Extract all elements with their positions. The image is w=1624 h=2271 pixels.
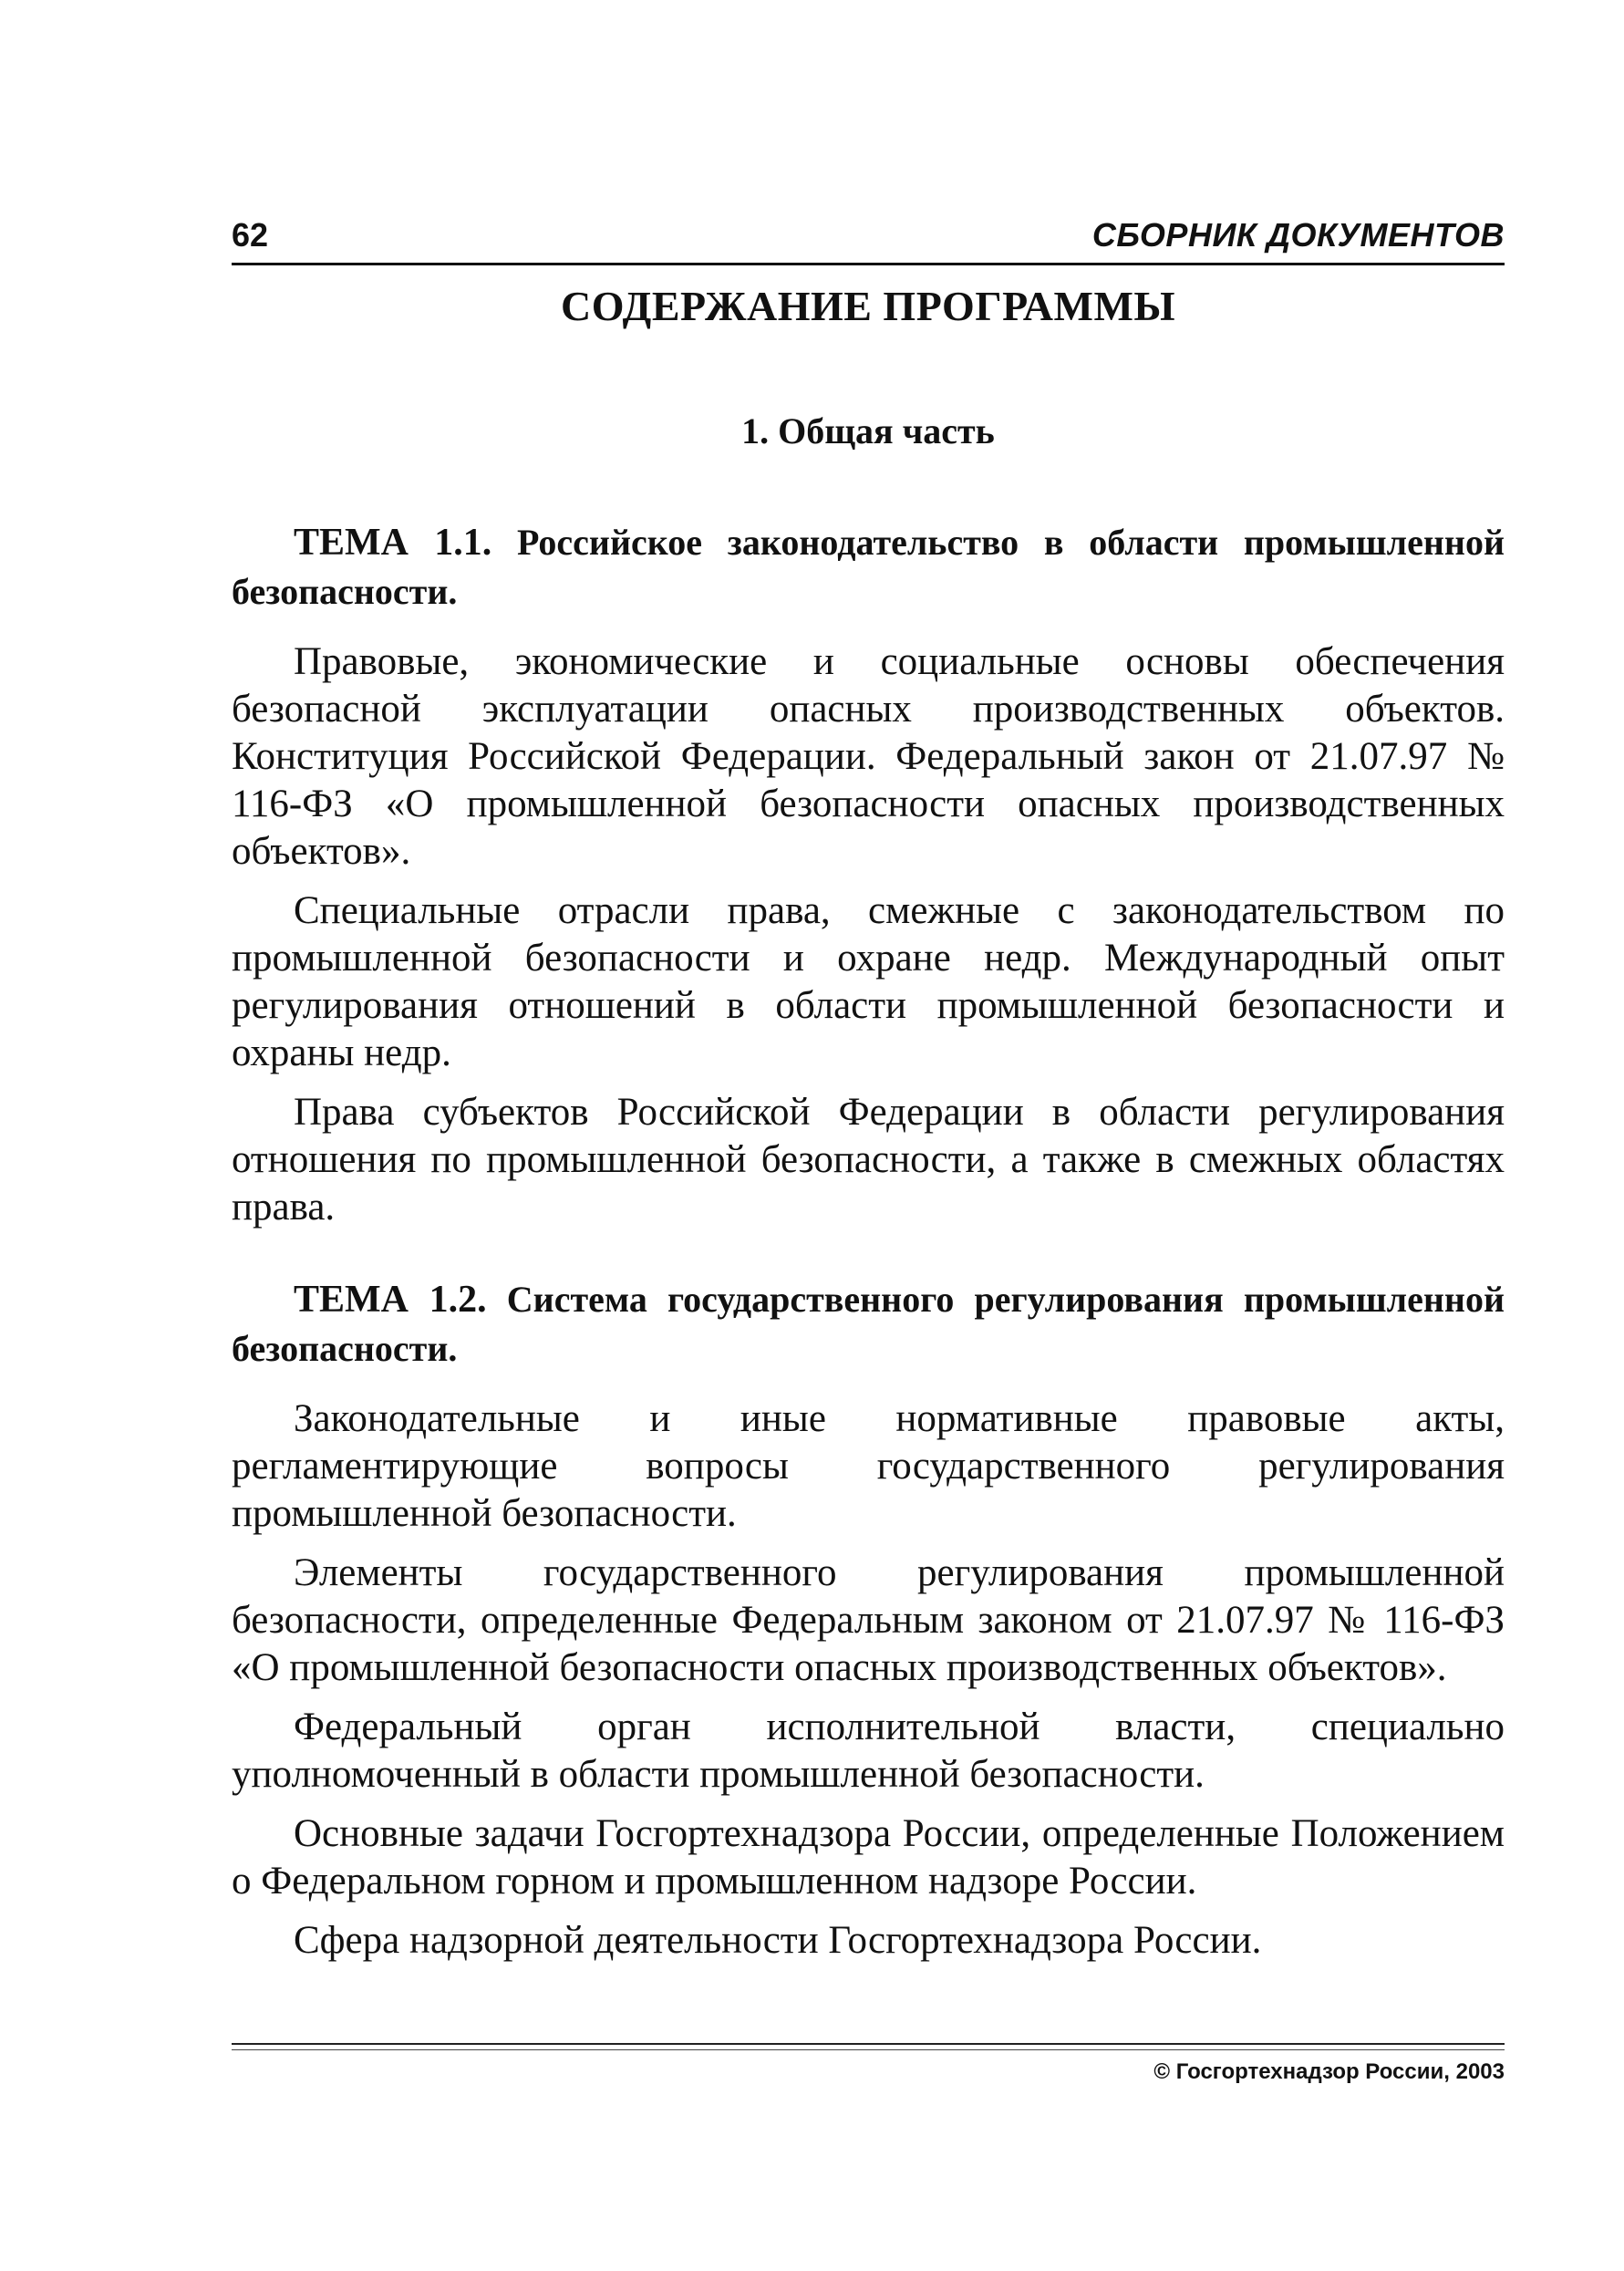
topic-number: ТЕМА 1.2.	[294, 1279, 487, 1321]
page-number: 62	[232, 216, 269, 254]
footer-divider	[232, 2043, 1505, 2045]
paragraph: Права субъектов Российской Федерации в области регулирования отношения по промышленной безопасности, а также в смежных областях права.	[232, 1091, 1505, 1229]
paragraph: Основные задачи Госгортехнадзора России, определенные Положением о Федеральном горном и промышленном надзоре России.	[232, 1812, 1505, 1903]
section-title: 1. Общая часть	[741, 410, 995, 451]
paragraph: Элементы государственного регулирования промышленной безопасности, определенные Федеральным законом от 21.07.97 № 116-ФЗ «О промышленной безопасности опасных производственных объектов».	[232, 1551, 1505, 1689]
paragraph: Федеральный орган исполнительной власти, специально уполномоченный в области промышленной безопасности.	[232, 1706, 1505, 1796]
paragraph: Законодательные и иные нормативные правовые акты, регламентирующие вопросы государственного регулирования промышленной безопасности.	[232, 1397, 1505, 1535]
paragraph: Сфера надзорной деятельности Госгортехнадзора России.	[294, 1919, 1262, 1962]
topic-title: Российское законодательство в области промышленной безопасности.	[232, 522, 1505, 612]
collection-title: СБОРНИК ДОКУМЕНТОВ	[1091, 216, 1505, 254]
running-head	[232, 208, 1505, 265]
topic-title: Система государственного регулирования промышленной безопасности.	[232, 1279, 1505, 1369]
paragraph: Правовые, экономические и социальные основы обеспечения безопасной эксплуатации опасных производственных объектов. Конституция Российской Федерации. Федеральный закон от 21.07.97 № 116-ФЗ «О промышленной безопасности опасных производственных объектов».	[232, 640, 1505, 873]
topic-1-2-body	[232, 1395, 1505, 1976]
footer-divider-thin	[232, 2049, 1505, 2050]
topic-number: ТЕМА 1.1.	[294, 522, 492, 564]
topic-1-1-body	[232, 638, 1505, 1243]
topic-1-1-heading	[232, 518, 1505, 617]
copyright-notice: © Госгортехнадзор России, 2003	[1153, 2059, 1505, 2084]
program-title: СОДЕРЖАНИЕ ПРОГРАММЫ	[560, 283, 1176, 329]
paragraph: Специальные отрасли права, смежные с законодательством по промышленной безопасности и охране недр. Международный опыт регулирования отношений в области промышленной безопасности и охраны недр.	[232, 889, 1505, 1074]
topic-1-2-heading	[232, 1275, 1505, 1374]
